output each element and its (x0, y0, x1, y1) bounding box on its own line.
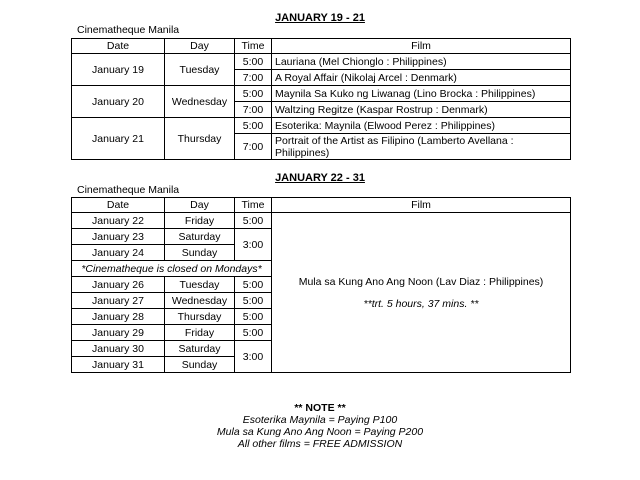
film-cell: Waltzing Regitze (Kaspar Rostrup : Denmark) (272, 102, 571, 118)
col-header-film: Film (272, 39, 571, 54)
day-cell: Saturday (165, 341, 235, 357)
col-header-date: Date (72, 39, 165, 54)
time-cell: 5:00 (235, 277, 272, 293)
note-line: All other films = FREE ADMISSION (237, 438, 403, 450)
runtime-note: **trt. 5 hours, 37 mins. ** (363, 297, 479, 310)
day-cell: Friday (165, 213, 235, 229)
time-cell: 7:00 (235, 102, 272, 118)
date-cell: January 20 (72, 86, 165, 118)
time-cell: 7:00 (235, 134, 272, 160)
time-cell: 5:00 (235, 118, 272, 134)
schedule-table-2 (71, 197, 571, 373)
section1-venue: Cinematheque Manila (77, 24, 180, 36)
table-row (72, 54, 571, 70)
note-block (0, 402, 640, 450)
col-header-film: Film (272, 198, 571, 213)
date-cell: January 19 (72, 54, 165, 86)
time-cell: 3:00 (235, 341, 272, 373)
schedule-table-1 (71, 38, 571, 160)
time-cell: 3:00 (235, 229, 272, 261)
section2-venue: Cinematheque Manila (77, 184, 180, 196)
time-cell: 7:00 (235, 70, 272, 86)
time-cell: 5:00 (235, 86, 272, 102)
film-cell: Esoterika: Maynila (Elwood Perez : Philippines) (272, 118, 571, 134)
film-cell: Maynila Sa Kuko ng Liwanag (Lino Brocka : Philippines) (272, 86, 571, 102)
film-title: Mula sa Kung Ano Ang Noon (Lav Diaz : Philippines) (298, 275, 544, 288)
col-header-time: Time (235, 39, 272, 54)
film-cell (272, 213, 571, 373)
day-cell: Tuesday (165, 54, 235, 86)
time-cell: 5:00 (235, 293, 272, 309)
day-cell: Thursday (165, 118, 235, 160)
table-row (72, 86, 571, 102)
day-cell: Tuesday (165, 277, 235, 293)
date-cell: January 24 (72, 245, 165, 261)
section1-heading: JANUARY 19 - 21 (275, 12, 365, 24)
film-cell: A Royal Affair (Nikolaj Arcel : Denmark) (272, 70, 571, 86)
film-cell: Portrait of the Artist as Filipino (Lamberto Avellana : Philippines) (272, 134, 571, 160)
day-cell: Thursday (165, 309, 235, 325)
date-cell: January 28 (72, 309, 165, 325)
day-cell: Sunday (165, 357, 235, 373)
time-cell: 5:00 (235, 309, 272, 325)
day-cell: Saturday (165, 229, 235, 245)
date-cell: January 31 (72, 357, 165, 373)
section2-heading: JANUARY 22 - 31 (275, 172, 365, 184)
date-cell: January 30 (72, 341, 165, 357)
date-cell: January 21 (72, 118, 165, 160)
date-cell: January 26 (72, 277, 165, 293)
table-row (72, 213, 571, 229)
day-cell: Sunday (165, 245, 235, 261)
time-cell: 5:00 (235, 213, 272, 229)
closed-notice: *Cinematheque is closed on Mondays* (72, 261, 272, 277)
col-header-day: Day (165, 39, 235, 54)
note-title: ** NOTE ** (294, 402, 346, 414)
day-cell: Wednesday (165, 293, 235, 309)
note-line: Esoterika Maynila = Paying P100 (242, 414, 398, 426)
date-cell: January 23 (72, 229, 165, 245)
table-header-row (72, 39, 571, 54)
table-row (72, 118, 571, 134)
col-header-day: Day (165, 198, 235, 213)
table-header-row (72, 198, 571, 213)
date-cell: January 27 (72, 293, 165, 309)
day-cell: Wednesday (165, 86, 235, 118)
note-line: Mula sa Kung Ano Ang Noon = Paying P200 (216, 426, 424, 438)
time-cell: 5:00 (235, 54, 272, 70)
date-cell: January 29 (72, 325, 165, 341)
day-cell: Friday (165, 325, 235, 341)
date-cell: January 22 (72, 213, 165, 229)
film-cell: Lauriana (Mel Chionglo : Philippines) (272, 54, 571, 70)
col-header-date: Date (72, 198, 165, 213)
time-cell: 5:00 (235, 325, 272, 341)
col-header-time: Time (235, 198, 272, 213)
